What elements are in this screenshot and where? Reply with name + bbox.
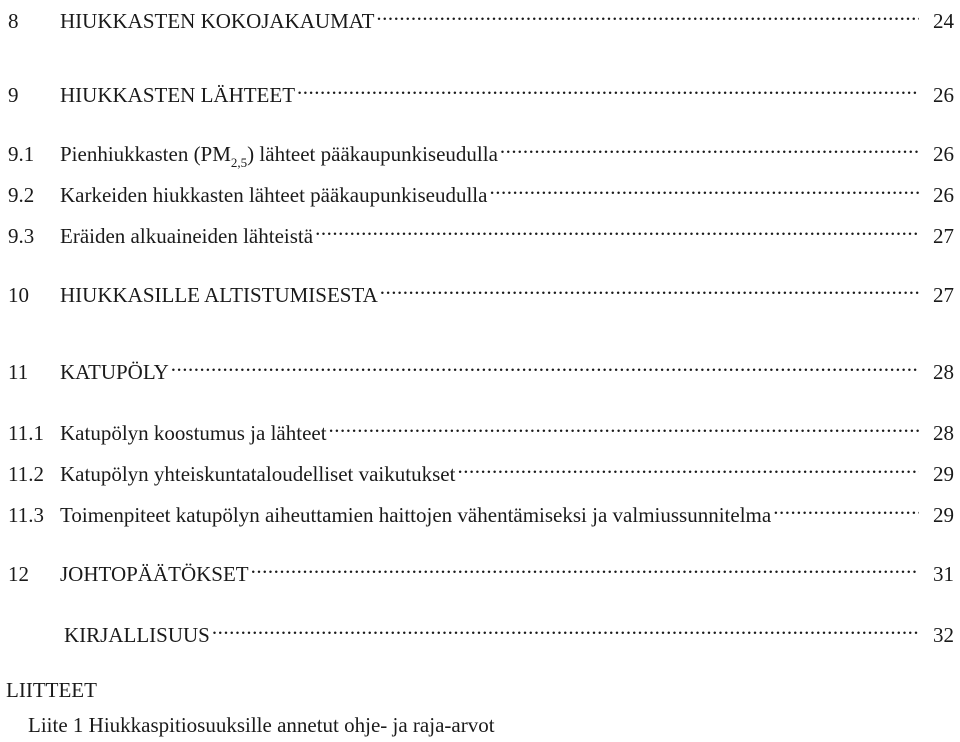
toc-entry-page: 27 (933, 224, 954, 248)
toc-entry-page: 31 (933, 562, 954, 586)
toc-entry-9-3[interactable] (8, 213, 960, 248)
appendix-heading: LIITTEET (6, 678, 97, 702)
toc-entry-page: 24 (933, 9, 954, 33)
toc-entry-page: 28 (933, 360, 954, 384)
dot-leader (297, 72, 919, 102)
toc-entry-number: 9.1 (8, 142, 35, 166)
toc-entry-page: 27 (933, 283, 954, 307)
toc-entry-number: 8 (8, 9, 19, 33)
toc-entry-10[interactable] (8, 272, 960, 307)
toc-entry-11[interactable] (8, 349, 960, 384)
toc-entry-12[interactable] (8, 551, 960, 586)
dot-leader (489, 172, 919, 202)
toc-entry-title: KIRJALLISUUS (64, 623, 210, 647)
toc-entry-kirjallisuus[interactable] (12, 612, 960, 647)
toc-entry-number: 12 (8, 562, 29, 586)
toc-entry-9-2[interactable] (8, 172, 960, 207)
dot-leader (773, 492, 919, 522)
toc-entry-title: Eräiden alkuaineiden lähteistä (60, 224, 314, 248)
toc-entry-number: 11.1 (8, 421, 44, 445)
toc-entry-number: 9.2 (8, 183, 35, 207)
dot-leader (171, 349, 919, 379)
toc-entry-number: 11.3 (8, 503, 44, 527)
toc-entry-8[interactable] (8, 0, 960, 33)
toc-entry-title-post: ) lähteet pääkaupunkiseudulla (247, 142, 498, 166)
toc-entry-11-2[interactable] (8, 451, 960, 486)
toc-entry-title-pre: Pienhiukkasten (PM (60, 142, 231, 166)
dot-leader (212, 612, 919, 642)
toc-entry-11-3[interactable] (8, 492, 960, 527)
dot-leader (500, 131, 919, 161)
appendix-item-link[interactable]: Liite 1 Hiukkaspitiosuuksille annetut ohje- ja raja-arvot (28, 713, 495, 737)
toc-entry-page: 29 (933, 503, 954, 527)
toc-entry-page: 26 (933, 142, 954, 166)
toc-entry-title: Toimenpiteet katupölyn aiheuttamien haittojen vähentämiseksi ja valmiussunnitelma (60, 503, 772, 527)
toc-entry-title: HIUKKASTEN KOKOJAKAUMAT (60, 9, 375, 33)
toc-entry-title: KATUPÖLY (60, 360, 169, 384)
dot-leader (376, 0, 919, 28)
toc-entry-title: Karkeiden hiukkasten lähteet pääkaupunkiseudulla (60, 183, 488, 207)
dot-leader (457, 451, 919, 481)
toc-entry-page: 26 (933, 183, 954, 207)
toc-entry-number: 9 (8, 83, 19, 107)
toc-entry-9-1[interactable] (8, 131, 960, 170)
toc-entry-title: JOHTOPÄÄTÖKSET (60, 562, 249, 586)
toc-entry-number: 9.3 (8, 224, 35, 248)
toc-entry-page: 26 (933, 83, 954, 107)
toc-entry-page: 32 (933, 623, 954, 647)
dot-leader (329, 410, 919, 440)
toc-entry-number: 10 (8, 283, 29, 307)
dot-leader (315, 213, 919, 243)
toc-entry-title: HIUKKASTEN LÄHTEET (60, 83, 296, 107)
dot-leader (251, 551, 919, 581)
toc-entry-number: 11.2 (8, 462, 44, 486)
dot-leader (380, 272, 919, 302)
toc-entry-11-1[interactable] (8, 410, 960, 445)
toc-entry-9[interactable] (8, 72, 960, 107)
toc-entry-title: HIUKKASILLE ALTISTUMISESTA (60, 283, 378, 307)
toc-entry-title-subscript: 2,5 (230, 155, 248, 170)
toc-entry-number: 11 (8, 360, 29, 384)
toc-entry-page: 29 (933, 462, 954, 486)
toc-entry-title: Katupölyn koostumus ja lähteet (60, 421, 327, 445)
toc-entry-page: 28 (933, 421, 954, 445)
toc-entry-title: Katupölyn yhteiskuntataloudelliset vaikutukset (60, 462, 456, 486)
